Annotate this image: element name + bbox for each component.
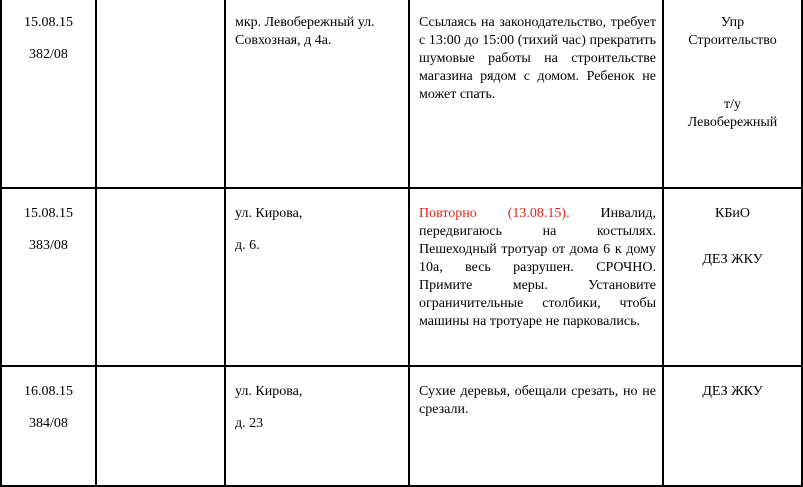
complaint-cell [419, 14, 656, 104]
complaint-text: Инвалид, передвигаюсь на костылях. Пешеходный тротуар от дома 6 к дому 10а, весь разрушен. СРОЧНО. Примите меры. Установите ограничительные столбики, чтобы машины на тротуаре не парковались. [419, 206, 656, 329]
row-divider [0, 187, 803, 189]
table-row-date-number [2, 205, 95, 255]
address-line: д. 23 [235, 416, 264, 431]
registration-number: 382/08 [29, 47, 68, 62]
address-line: д. 6. [235, 238, 260, 253]
column-divider [95, 0, 97, 487]
address-line: Совхозная, д 4а. [235, 33, 332, 48]
address-line: ул. Кирова, [235, 206, 303, 221]
date-cell: 15.08.15 [24, 206, 73, 221]
address-cell [235, 14, 405, 50]
responsible-line: т/у [723, 97, 741, 112]
responsible-cell [664, 205, 801, 269]
row-divider [0, 365, 803, 367]
address-cell [235, 383, 405, 433]
responsible-line: ДЕЗ ЖКУ [702, 252, 763, 267]
complaint-cell [419, 383, 656, 419]
complaint-text: Ссылаясь на законодательство, требует с 13:00 до 15:00 (тихий час) прекратить шумовые работы на строительстве магазина рядом с домом. Ребенок не может спать. [419, 15, 656, 102]
responsible-cell [664, 383, 801, 401]
responsible-line: Строительство [688, 33, 777, 48]
column-divider [408, 0, 410, 487]
registration-number: 383/08 [29, 238, 68, 253]
address-cell [235, 205, 405, 255]
column-divider [224, 0, 226, 487]
date-cell: 15.08.15 [24, 15, 73, 30]
responsible-line: ДЕЗ ЖКУ [702, 384, 763, 399]
table-row-date-number [2, 383, 95, 433]
responsible-line: Левобережный [687, 115, 778, 130]
address-line: мкр. Левобережный ул. [235, 15, 375, 30]
repeat-notice: Повторно (13.08.15). [419, 206, 570, 221]
responsible-cell [664, 14, 801, 132]
responsible-line: Упр [720, 15, 745, 30]
address-line: ул. Кирова, [235, 384, 303, 399]
complaint-cell [419, 205, 656, 331]
date-cell: 16.08.15 [24, 384, 73, 399]
table-row-date-number [2, 14, 95, 64]
registration-number: 384/08 [29, 416, 68, 431]
complaint-text: Сухие деревья, обещали срезать, но не срезали. [419, 384, 656, 417]
responsible-line: КБиО [715, 206, 750, 221]
